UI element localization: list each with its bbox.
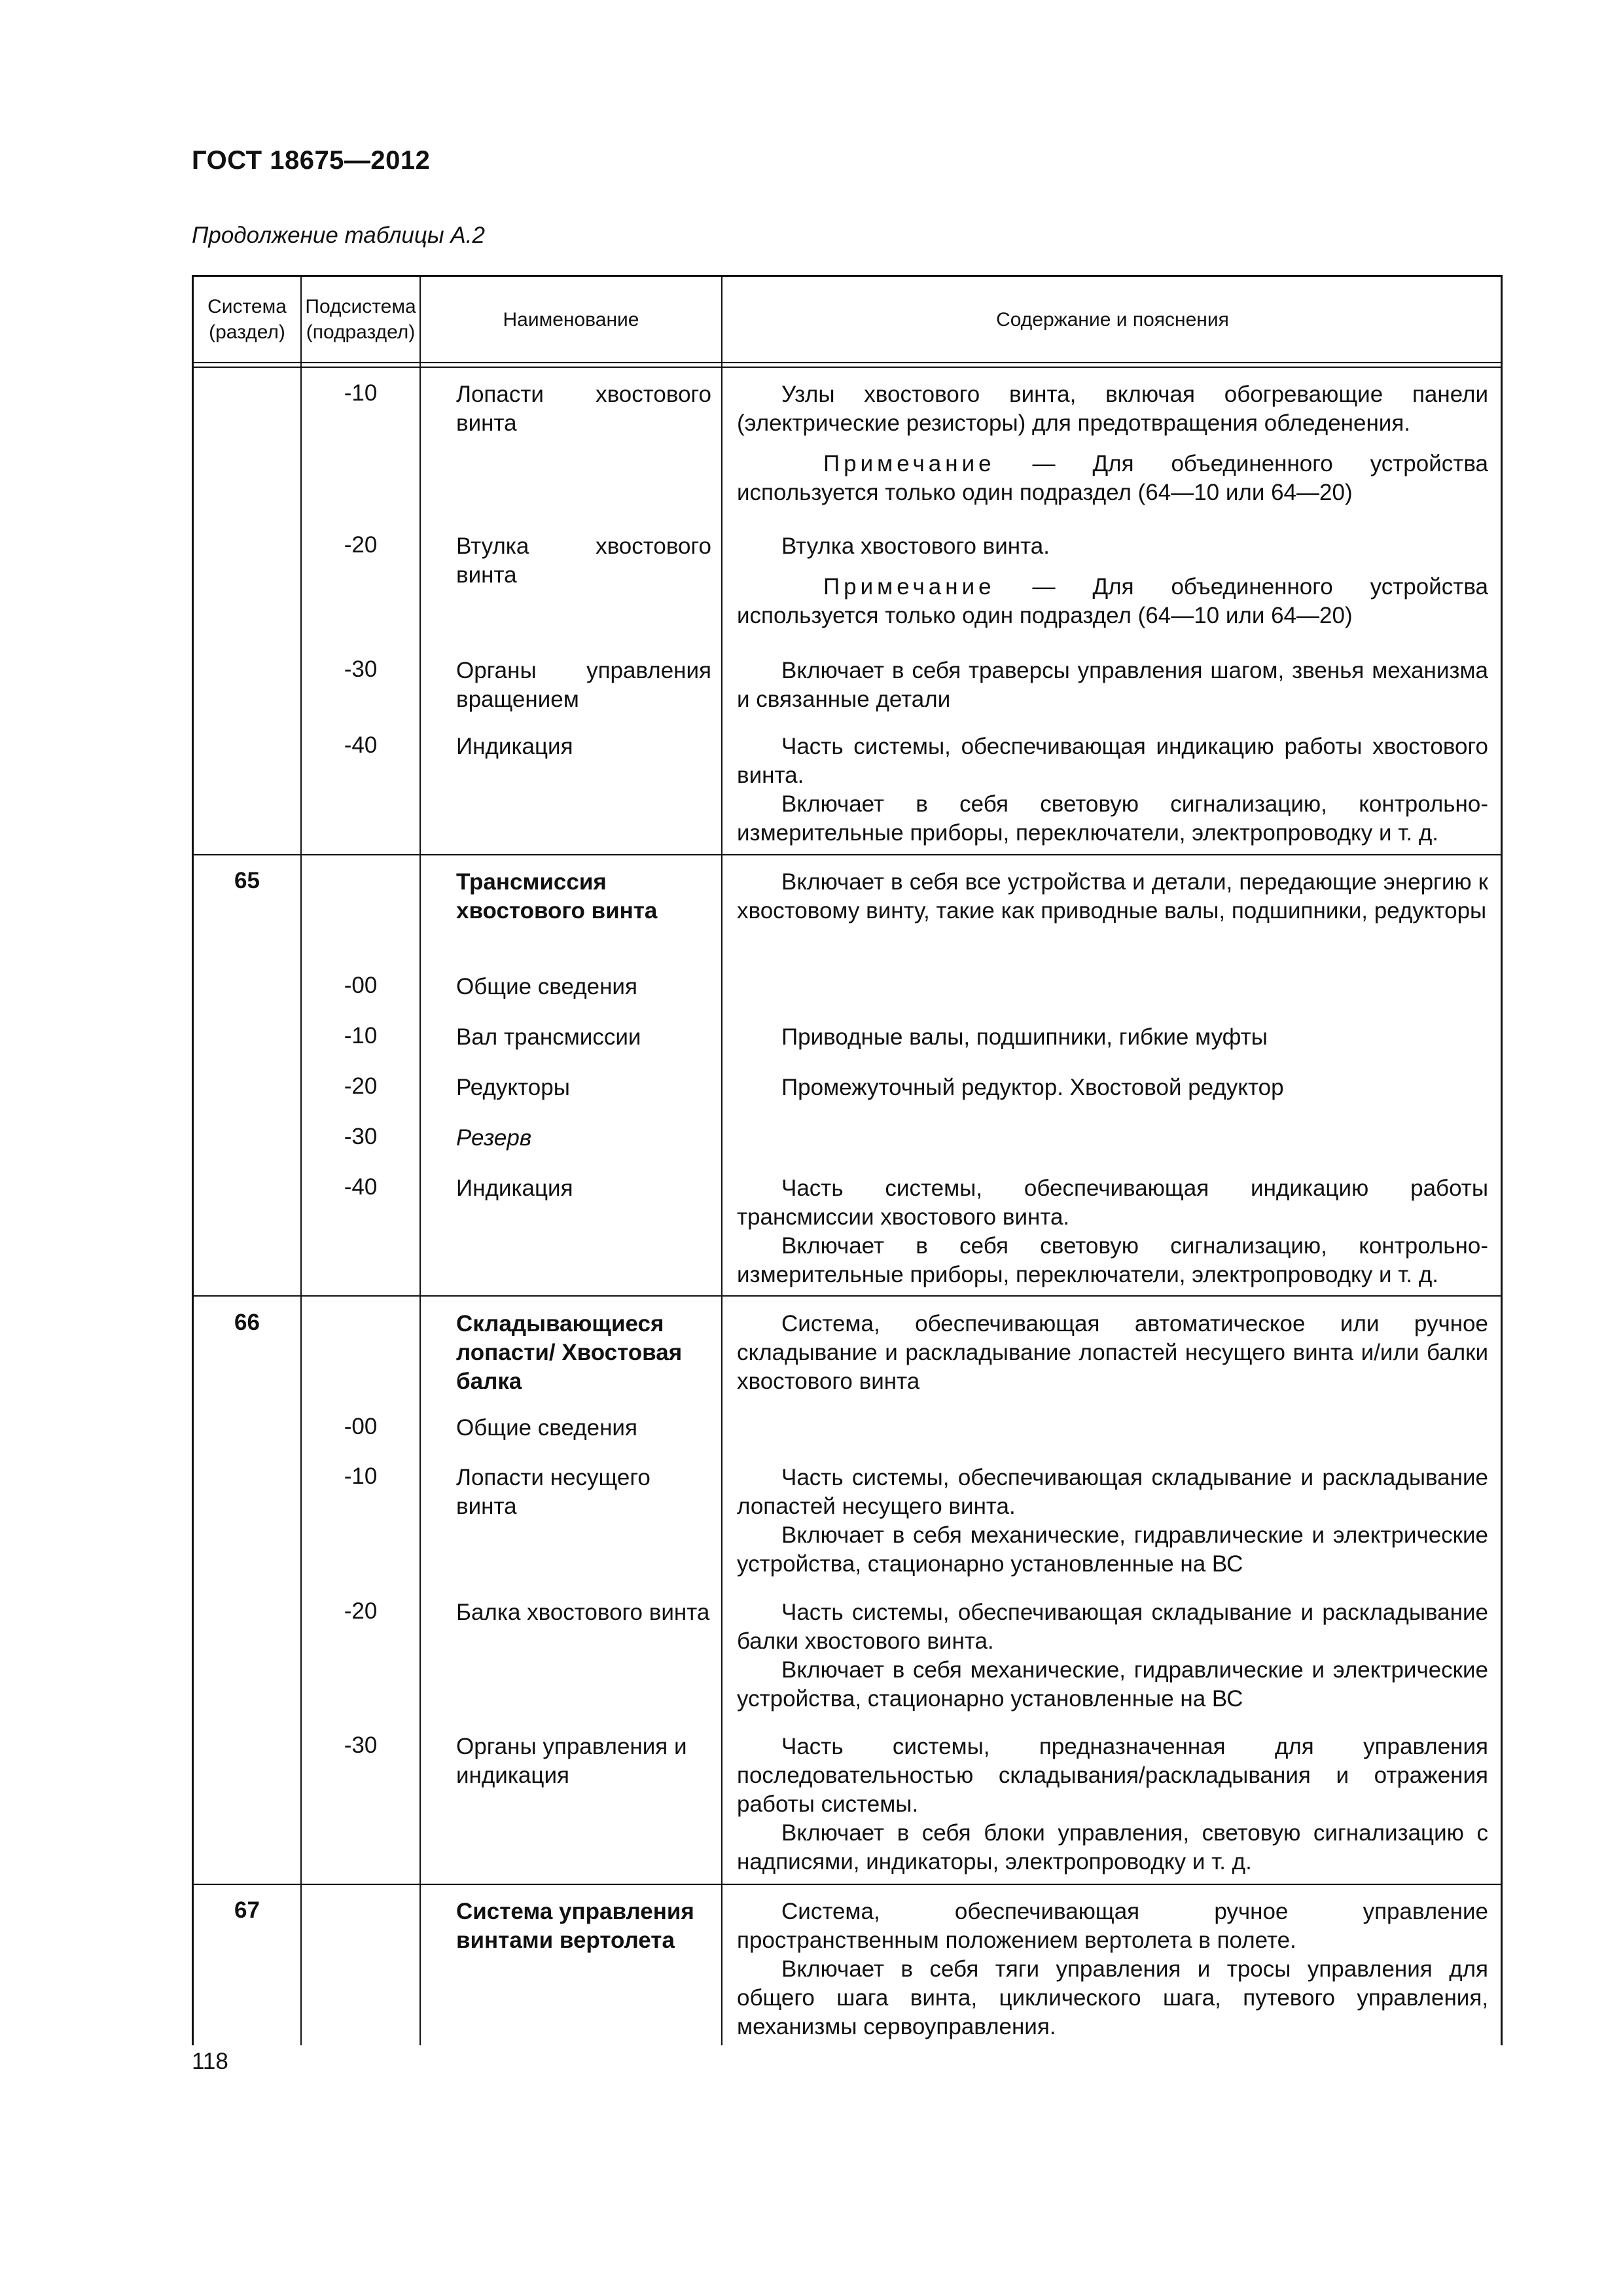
subsystem-code: -00 — [344, 1414, 378, 1439]
system-code: 66 — [234, 1310, 260, 1335]
item-description: Часть системы, обеспечивающая индикацию работы хвостового винта. Включает в себя световую сигнализацию, контрольно-измерительные приборы, переключатели, электропроводку и т. д. — [737, 734, 1488, 846]
item-description: Втулка хвостового винта. Примечание — Для объединенного устройства используется только один подраздел (64—10 или 64—20) — [737, 533, 1488, 628]
subsystem-code: -20 — [344, 532, 378, 558]
header-system: Система (раздел) — [207, 296, 287, 343]
table-continuation-caption: Продолжение таблицы А.2 — [192, 223, 485, 248]
subsystem-code: -40 — [344, 732, 378, 758]
section-rule — [194, 854, 1501, 855]
system-name: Складывающиеся лопасти/ Хвостовая балка — [456, 1311, 683, 1394]
item-name: Индикация — [456, 734, 573, 759]
subsystem-code: -30 — [344, 1124, 378, 1149]
section-rule — [194, 1884, 1501, 1885]
item-name: Вал трансмиссии — [456, 1024, 641, 1050]
system-code: 65 — [234, 868, 260, 893]
item-description: Часть системы, обеспечивающая складывание и раскладывание балки хвостового винта. Включает в себя механические, гидравлические и электрические устройства, стационарно установленные на ВС — [737, 1600, 1488, 1712]
classification-table — [192, 275, 1503, 2045]
item-description: Приводные валы, подшипники, гибкие муфты — [781, 1024, 1268, 1050]
document-title: ГОСТ 18675—2012 — [192, 146, 431, 175]
item-description: Часть системы, обеспечивающая индикацию работы трансмиссии хвостового винта. Включает в себя световую сигнализацию, контрольно-измерительные приборы, переключатели, электропроводку и т. д. — [737, 1175, 1488, 1287]
system-name: Система управления винтами вертолета — [456, 1899, 694, 1953]
section-rule — [194, 1295, 1501, 1297]
subsystem-code: -30 — [344, 1732, 378, 1758]
item-description: Система, обеспечивающая ручное управление пространственным положением вертолета в полете. Включает в себя тяги управления и тросы управления для общего шага винта, циклического шага, путевого управления, механизмы сервоуправления. — [737, 1899, 1488, 2039]
note-label: Примечание — [823, 574, 995, 600]
item-description: Часть системы, обеспечивающая складывание и раскладывание лопастей несущего винта. Включает в себя механические, гидравлические и электрические устройства, стационарно установленные на ВС — [737, 1465, 1488, 1577]
item-name: Лопасти хвостового винта — [456, 382, 711, 436]
item-name-reserved: Резерв — [456, 1125, 532, 1151]
subsystem-code: -10 — [344, 1463, 378, 1489]
header-rule — [194, 367, 1501, 368]
item-description: Промежуточный редуктор. Хвостовой редуктор — [781, 1075, 1284, 1100]
subsystem-code: -40 — [344, 1174, 378, 1200]
item-name: Общие сведения — [456, 974, 637, 999]
subsystem-code: -00 — [344, 973, 378, 998]
item-name: Органы управления вращением — [456, 658, 711, 712]
item-description: Включает в себя все устройства и детали, передающие энергию к хвостовому винту, такие как приводные валы, подшипники, редукторы — [737, 869, 1488, 924]
note-label: Примечание — [823, 451, 995, 476]
subsystem-code: -20 — [344, 1598, 378, 1624]
item-description: Узлы хвостового винта, включая обогревающие панели (электрические резисторы) для предотвращения обледенения. Примечание — Для объединенного устройства используется только один подраздел (64—10 или 64—20) — [737, 382, 1488, 505]
header-name: Наименование — [503, 308, 639, 331]
item-description: Часть системы, предназначенная для управления последовательностью складывания/раскладывания и отражения работы системы. Включает в себя блоки управления, световую сигнализацию с надписями, индикаторы, электропроводку и т. д. — [737, 1734, 1488, 1874]
column-divider — [721, 277, 722, 2045]
subsystem-code: -10 — [344, 1023, 378, 1049]
header-rule — [194, 362, 1501, 363]
header-content: Содержание и пояснения — [996, 308, 1229, 331]
item-name: Органы управления и индикация — [456, 1734, 687, 1788]
system-code: 67 — [234, 1897, 260, 1923]
column-divider — [419, 277, 421, 2045]
subsystem-code: -10 — [344, 380, 378, 406]
item-name: Редукторы — [456, 1075, 570, 1100]
item-name: Общие сведения — [456, 1415, 637, 1441]
item-name: Индикация — [456, 1175, 573, 1201]
item-name: Балка хвостового винта — [456, 1600, 710, 1625]
item-description: Система, обеспечивающая автоматическое или ручное складывание и раскладывание лопастей несущего винта и/или балки хвостового винта — [737, 1311, 1488, 1394]
item-name: Втулка хвостового винта — [456, 533, 711, 588]
system-name: Трансмиссия хвостового винта — [456, 869, 658, 924]
subsystem-code: -20 — [344, 1073, 378, 1099]
item-description: Включает в себя траверсы управления шагом, звенья механизма и связанные детали — [737, 658, 1488, 712]
item-name: Лопасти несущего винта — [456, 1465, 651, 1519]
subsystem-code: -30 — [344, 656, 378, 682]
header-subsystem: Подсистема (подраздел) — [305, 296, 416, 343]
page-number: 118 — [192, 2049, 228, 2074]
